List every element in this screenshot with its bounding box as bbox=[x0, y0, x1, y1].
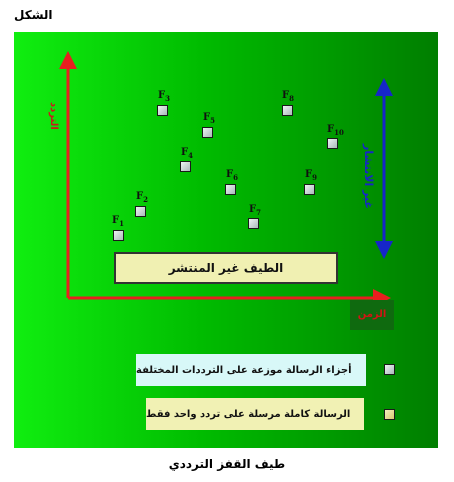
hop-label: $F_4$ bbox=[181, 147, 193, 160]
unspread-spectrum-label: الطيف غير المنتشر bbox=[168, 261, 284, 275]
hop-label: $F_6$ bbox=[226, 169, 238, 182]
legend-text: أجزاء الرسالة موزعة على الترددات المختلفة bbox=[136, 354, 366, 386]
hop-square bbox=[113, 230, 124, 241]
legend-key-distributed bbox=[384, 364, 395, 375]
hop-square bbox=[202, 127, 213, 138]
hop-label: $F_9$ bbox=[305, 169, 317, 182]
unspread-spectrum-box bbox=[114, 252, 338, 284]
frequency-axis-label: التردد bbox=[48, 102, 59, 130]
legend-item bbox=[136, 354, 366, 386]
hop-label: $F_1$ bbox=[112, 215, 124, 228]
figure-title: الشكل bbox=[14, 8, 53, 22]
hop-square bbox=[157, 105, 168, 116]
hop-square bbox=[304, 184, 315, 195]
hop-label: $F_{10}$ bbox=[327, 124, 344, 137]
hop-label: $F_7$ bbox=[249, 204, 261, 217]
hop-square bbox=[180, 161, 191, 172]
hop-square bbox=[248, 218, 259, 229]
spread-label: غير الانتشار bbox=[362, 144, 375, 209]
hop-square bbox=[327, 138, 338, 149]
legend-item bbox=[146, 398, 364, 430]
hop-label: $F_8$ bbox=[282, 90, 294, 103]
diagram-panel bbox=[14, 32, 438, 448]
hop-square bbox=[135, 206, 146, 217]
time-axis-label: الزمن bbox=[350, 300, 394, 330]
hop-label: $F_3$ bbox=[158, 90, 170, 103]
hop-label: $F_5$ bbox=[203, 112, 215, 125]
hop-label: $F_2$ bbox=[136, 191, 148, 204]
hop-square bbox=[282, 105, 293, 116]
hop-square bbox=[225, 184, 236, 195]
legend-text: الرسالة كاملة مرسلة على تردد واحد فقط bbox=[146, 398, 364, 430]
figure-caption: طيف القفز الترددي bbox=[168, 457, 286, 471]
legend-key-single bbox=[384, 409, 395, 420]
